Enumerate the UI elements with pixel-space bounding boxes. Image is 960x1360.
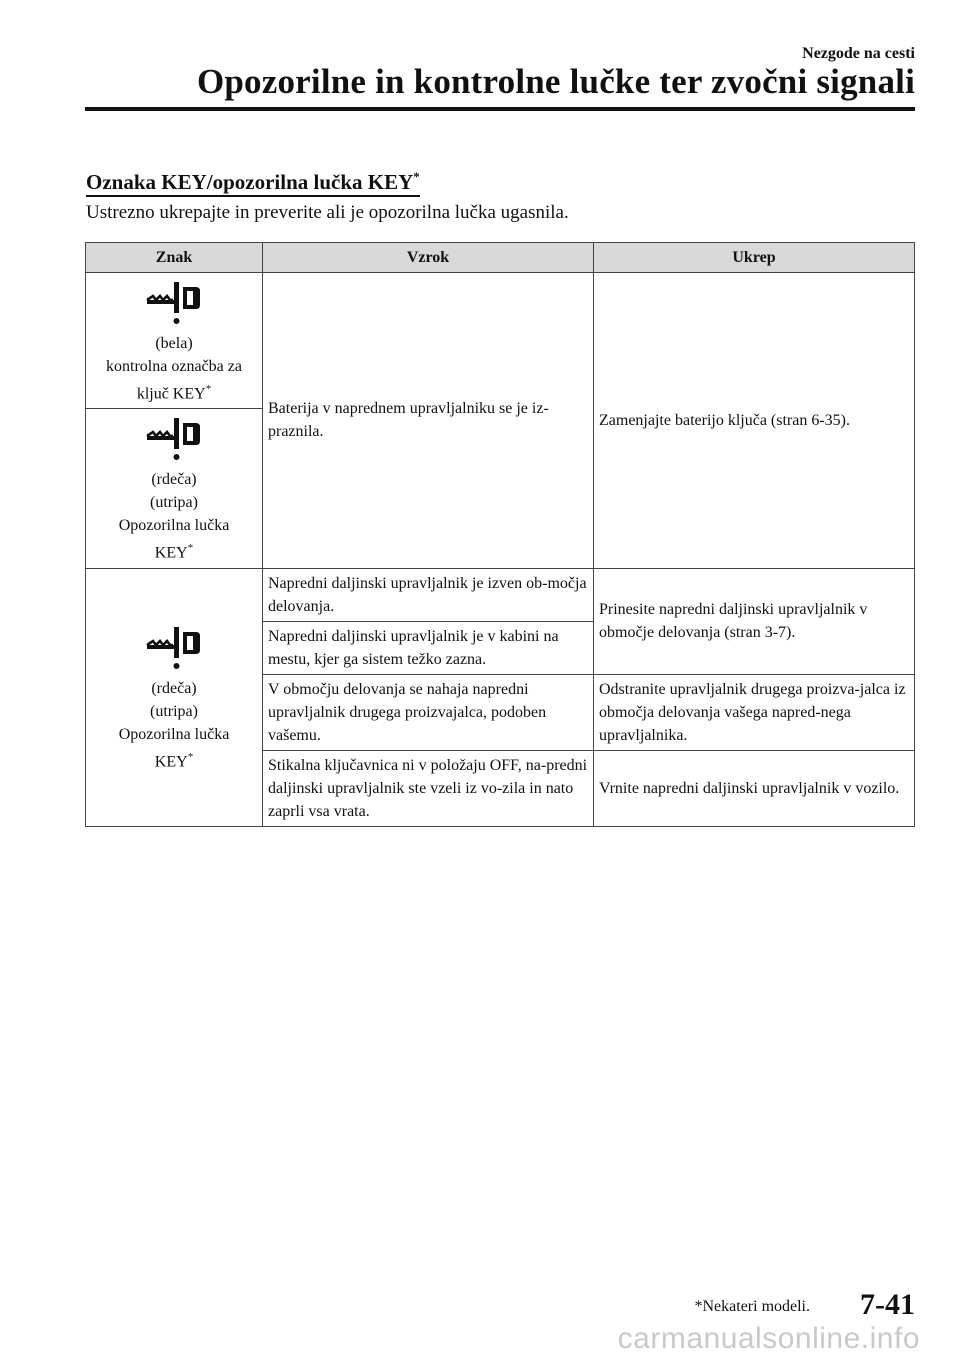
action-bring-into-range: Prinesite napredni daljinski upravljalnik v območje delovanja (stran 3-7). (594, 568, 915, 674)
symbol-text: ključ KEY (136, 385, 206, 403)
action-remove-other: Odstranite upravljalnik drugega proizva-jalca iz območja delovanja vašega napred-nega upravljalnika. (594, 674, 915, 750)
symbol-text: KEY (154, 544, 188, 562)
section-heading (86, 164, 420, 197)
header-znak: Znak (86, 243, 263, 273)
symbol-line: (rdeča) (151, 679, 197, 697)
cause-out-of-range: Napredni daljinski upravljalnik je izven ob-močja delovanja. (263, 568, 594, 621)
symbol-line: Opozorilna lučka (118, 517, 230, 535)
key-indicator-icon (143, 280, 205, 326)
symbol-line (91, 746, 257, 773)
section-heading-text: Oznaka KEY/opozorilna lučka KEY (86, 170, 414, 194)
cause-in-cabin: Napredni daljinski upravljalnik je v kabini na mestu, kjer ga sistem težko zazna. (263, 621, 594, 674)
symbol-line: (bela) (155, 335, 193, 352)
page-number: 7-41 (860, 1288, 915, 1321)
key-warning-icon (143, 416, 205, 462)
key-indicator-table (85, 242, 915, 827)
header-vzrok: Vzrok (263, 243, 594, 273)
title-divider (85, 107, 915, 111)
cause-battery: Baterija v naprednem upravljalniku se je iz-praznila. (263, 273, 594, 569)
footnote-mark: * (413, 169, 420, 184)
cause-other-manufacturer: V območju delovanja se nahaja napredni upravljalnik drugega proizvajalca, podoben vašemu. (263, 674, 594, 750)
symbol-line (91, 378, 257, 405)
symbol-text: KEY (154, 753, 188, 771)
action-battery: Zamenjajte baterijo ključa (stran 6-35). (594, 273, 915, 569)
footnote-mark: * (187, 750, 194, 763)
header-ukrep: Ukrep (594, 243, 915, 273)
symbol-line: (utripa) (150, 702, 198, 720)
footnote: *Nekateri modeli. (694, 1298, 810, 1315)
symbol-cell-white (86, 273, 263, 409)
table-header-row (86, 243, 915, 273)
table-row (86, 273, 915, 409)
symbol-line: (rdeča) (151, 471, 197, 489)
footnote-mark: * (187, 542, 194, 555)
key-warning-icon (143, 625, 205, 671)
symbol-line: Opozorilna lučka (118, 725, 230, 743)
cause-not-off: Stikalna ključavnica ni v položaju OFF, na-predni daljinski upravljalnik ste vzeli iz vo-zila in nato zaprli vsa vrata. (263, 750, 594, 826)
symbol-line: (utripa) (150, 494, 198, 512)
table-row (86, 568, 915, 621)
footnote-mark: * (205, 383, 212, 395)
watermark: carmanualsonline.info (617, 1322, 920, 1355)
intro-text: Ustrezno ukrepajte in preverite ali je opozorilna lučka ugasnila. (86, 202, 569, 223)
symbol-line: kontrolna označba za (106, 358, 242, 375)
page-title: Opozorilne in kontrolne lučke ter zvočni signali (196, 62, 915, 101)
action-return-remote: Vrnite napredni daljinski upravljalnik v vozilo. (594, 750, 915, 826)
symbol-line (91, 537, 257, 564)
symbol-cell-red-flashing (86, 409, 263, 568)
chapter-label: Nezgode na cesti (802, 45, 915, 62)
symbol-cell-red-flashing (86, 568, 263, 826)
